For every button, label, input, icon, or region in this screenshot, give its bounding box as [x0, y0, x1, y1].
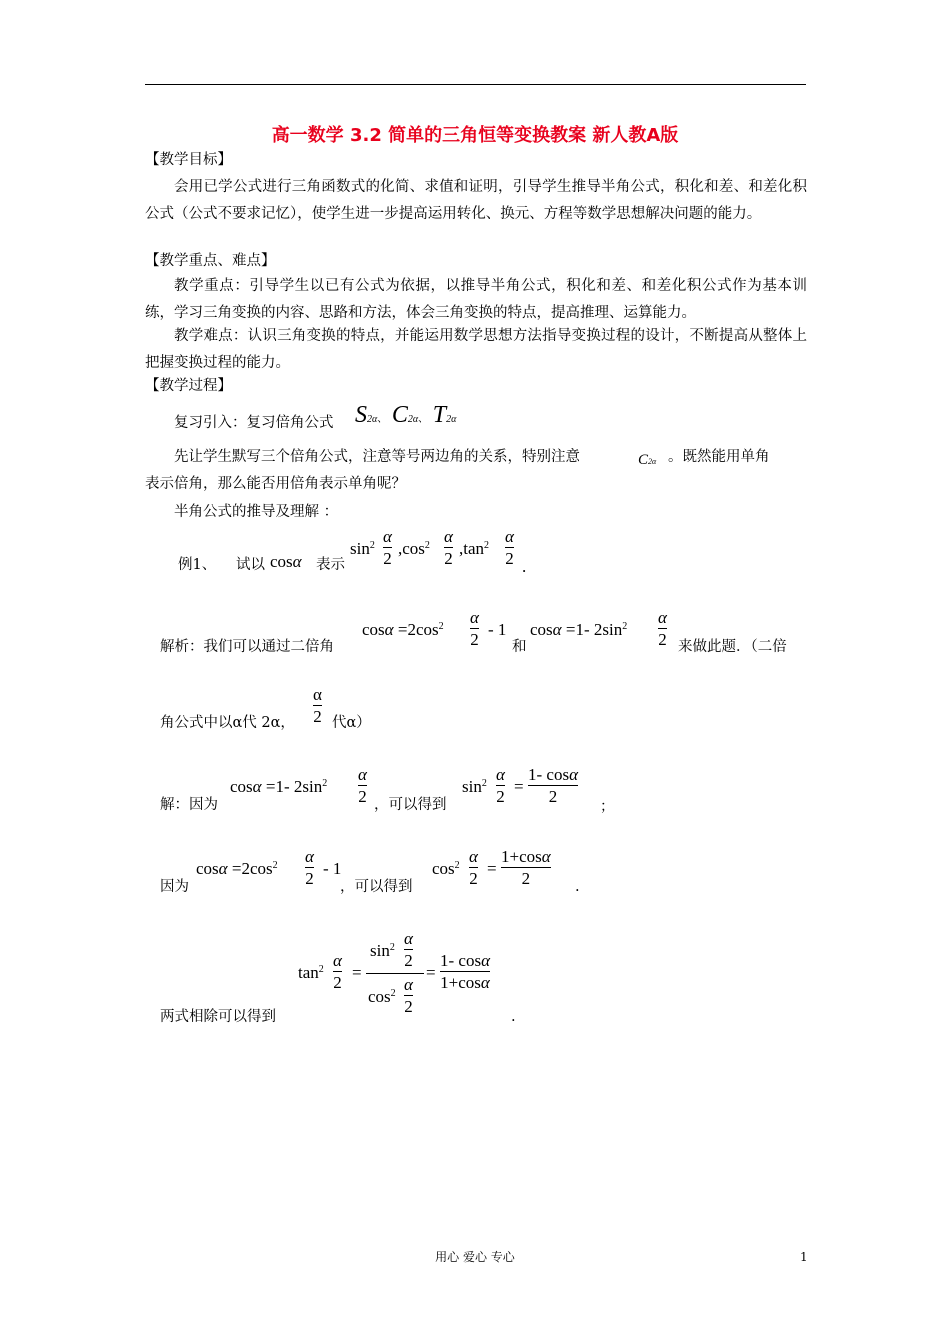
frac-alpha-2-k: α 2	[404, 929, 413, 970]
example-text-a: 试以	[236, 557, 265, 573]
frac-alpha-2-a: α 2	[383, 527, 392, 568]
analysis-and: 和	[512, 639, 527, 655]
sep-2: 、	[418, 414, 429, 425]
cf-main-bar	[366, 973, 424, 974]
frac-alpha-2-i: α 2	[469, 847, 478, 888]
page-number: 1	[800, 1250, 808, 1264]
recall-text-b: 。既然能用单角	[668, 449, 770, 465]
process-heading: 【教学过程】	[145, 378, 232, 394]
symbol-c: C	[391, 402, 408, 428]
sol1-sin2: $\sin^2$	[462, 777, 487, 796]
sol3-tan2: $\tan^2$	[298, 963, 324, 982]
analysis-line2-a: 角公式中以α代 2α，	[160, 715, 295, 731]
frac-alpha-2-f: α 2	[358, 765, 367, 806]
difficulties-text: 教学难点：认识三角变换的特点，并能运用数学思想方法指导变换过程的设计，不断提高从整体上把握变换过程的能力。	[145, 328, 807, 371]
c2a-sub: 2α	[648, 457, 657, 466]
compound-fraction	[366, 930, 424, 1020]
frac-alpha-2-h: α 2	[305, 847, 314, 888]
frac-1-plus-cos: 1+cosα 2	[501, 847, 551, 888]
example-label: 例1、	[178, 557, 217, 573]
analysis-line2-b: 代α）	[332, 715, 371, 731]
sol2-cos2: $\cos^2$	[432, 859, 460, 878]
example-tan2: $,\tan^2$	[459, 539, 490, 558]
example-period: .	[522, 557, 527, 576]
c2a-inline: C2α	[638, 452, 657, 468]
double-angle-formula-symbols	[355, 403, 456, 427]
cf-cos2: $\cos^2$	[368, 987, 396, 1006]
sol1-label: 解：因为	[160, 797, 218, 813]
recall-text-c: 表示倍角，那么能否用倍角表示单角呢？	[145, 476, 406, 492]
sol3-equals-2: =	[426, 963, 436, 982]
frac-1m-over-1p: 1- cosα 1+cosα	[440, 951, 491, 992]
sol2-get: ，可以得到	[340, 879, 413, 895]
sol1-formula-left: cosα =1- $2\sin^2$	[230, 777, 328, 796]
formula-cos-2cos2: $\cos\alpha =2\cos^2$	[362, 620, 444, 639]
sep-1: 、	[377, 414, 388, 425]
formula-cos-1-2sin2: cosα =1- $2\sin^2$	[530, 620, 628, 639]
formula-minus-1-a: - 1	[488, 620, 507, 639]
frac-alpha-2-l: α 2	[404, 975, 413, 1016]
example-text-b: 表示	[316, 557, 345, 573]
key-points-text: 教学重点：引导学生以已有公式为依据，以推导半角公式，积化和差、和差化积公式作为基本训练，学习三角变换的内容、思路和方法，体会三角变换的特点，提高推理、运算能力。	[145, 278, 807, 321]
frac-alpha-2-d: α 2	[470, 608, 479, 649]
frac-alpha-2-g: α 2	[496, 765, 505, 806]
frac-alpha-2-b: α 2	[444, 527, 453, 568]
analysis-tail: 来做此题．（二倍	[678, 639, 787, 655]
frac-alpha-over-2: α 2	[313, 685, 322, 726]
example-cos-alpha: cosα	[270, 552, 302, 571]
header-rule	[145, 84, 806, 85]
example-sin2: $\sin^2$	[350, 539, 375, 558]
sol2-equals: =	[487, 859, 497, 878]
sub-s: 2α	[367, 414, 378, 425]
cf-sin2: $\sin^2$	[370, 941, 395, 960]
sol2-formula-left: $\cos\alpha =2\cos^2$	[196, 859, 278, 878]
page-footer: 用心 爱心 专心	[435, 1250, 515, 1264]
sol2-period: .	[575, 879, 580, 895]
example-cos2: $,\cos^2$	[398, 539, 430, 558]
sol3-label: 两式相除可以得到	[160, 1009, 276, 1025]
sol1-get: ，可以得到	[374, 797, 447, 813]
half-angle-heading: 半角公式的推导及理解 ：	[174, 504, 339, 520]
formula-minus-1-b: - 1	[323, 859, 342, 878]
page-title: 高一数学 3.2 简单的三角恒等变换教案 新人教A版	[271, 125, 679, 146]
key-heading: 【教学重点、难点】	[145, 253, 276, 269]
sub-t: 2α	[446, 414, 457, 425]
symbol-s: S	[355, 402, 367, 428]
sol2-label: 因为	[160, 879, 189, 895]
sol3-period: .	[511, 1009, 516, 1025]
frac-1-minus-cos: 1- cosα 2	[528, 765, 579, 806]
sub-c: 2α	[407, 414, 419, 425]
frac-alpha-2-j: α 2	[333, 951, 342, 992]
objectives-text: 会用已学公式进行三角函数式的化简、求值和证明，引导学生推导半角公式，积化和差、和差化积公式（公式不要求记忆），使学生进一步提高运用转化、换元、方程等数学思想解决问题的能力。	[145, 179, 807, 222]
frac-alpha-2-c: α 2	[505, 527, 514, 568]
sol1-semicolon: ；	[600, 799, 615, 815]
analysis-label: 解析：我们可以通过二倍角	[160, 639, 334, 655]
objectives-heading: 【教学目标】	[145, 152, 232, 168]
sol3-equals-1: =	[352, 963, 362, 982]
recall-text-a: 先让学生默写三个倍角公式，注意等号两边角的关系，特别注意	[174, 449, 580, 465]
frac-alpha-2-e: α 2	[658, 608, 667, 649]
sol1-equals: =	[514, 777, 524, 796]
symbol-t: T	[432, 402, 447, 428]
review-intro: 复习引入：复习倍角公式	[174, 415, 334, 431]
